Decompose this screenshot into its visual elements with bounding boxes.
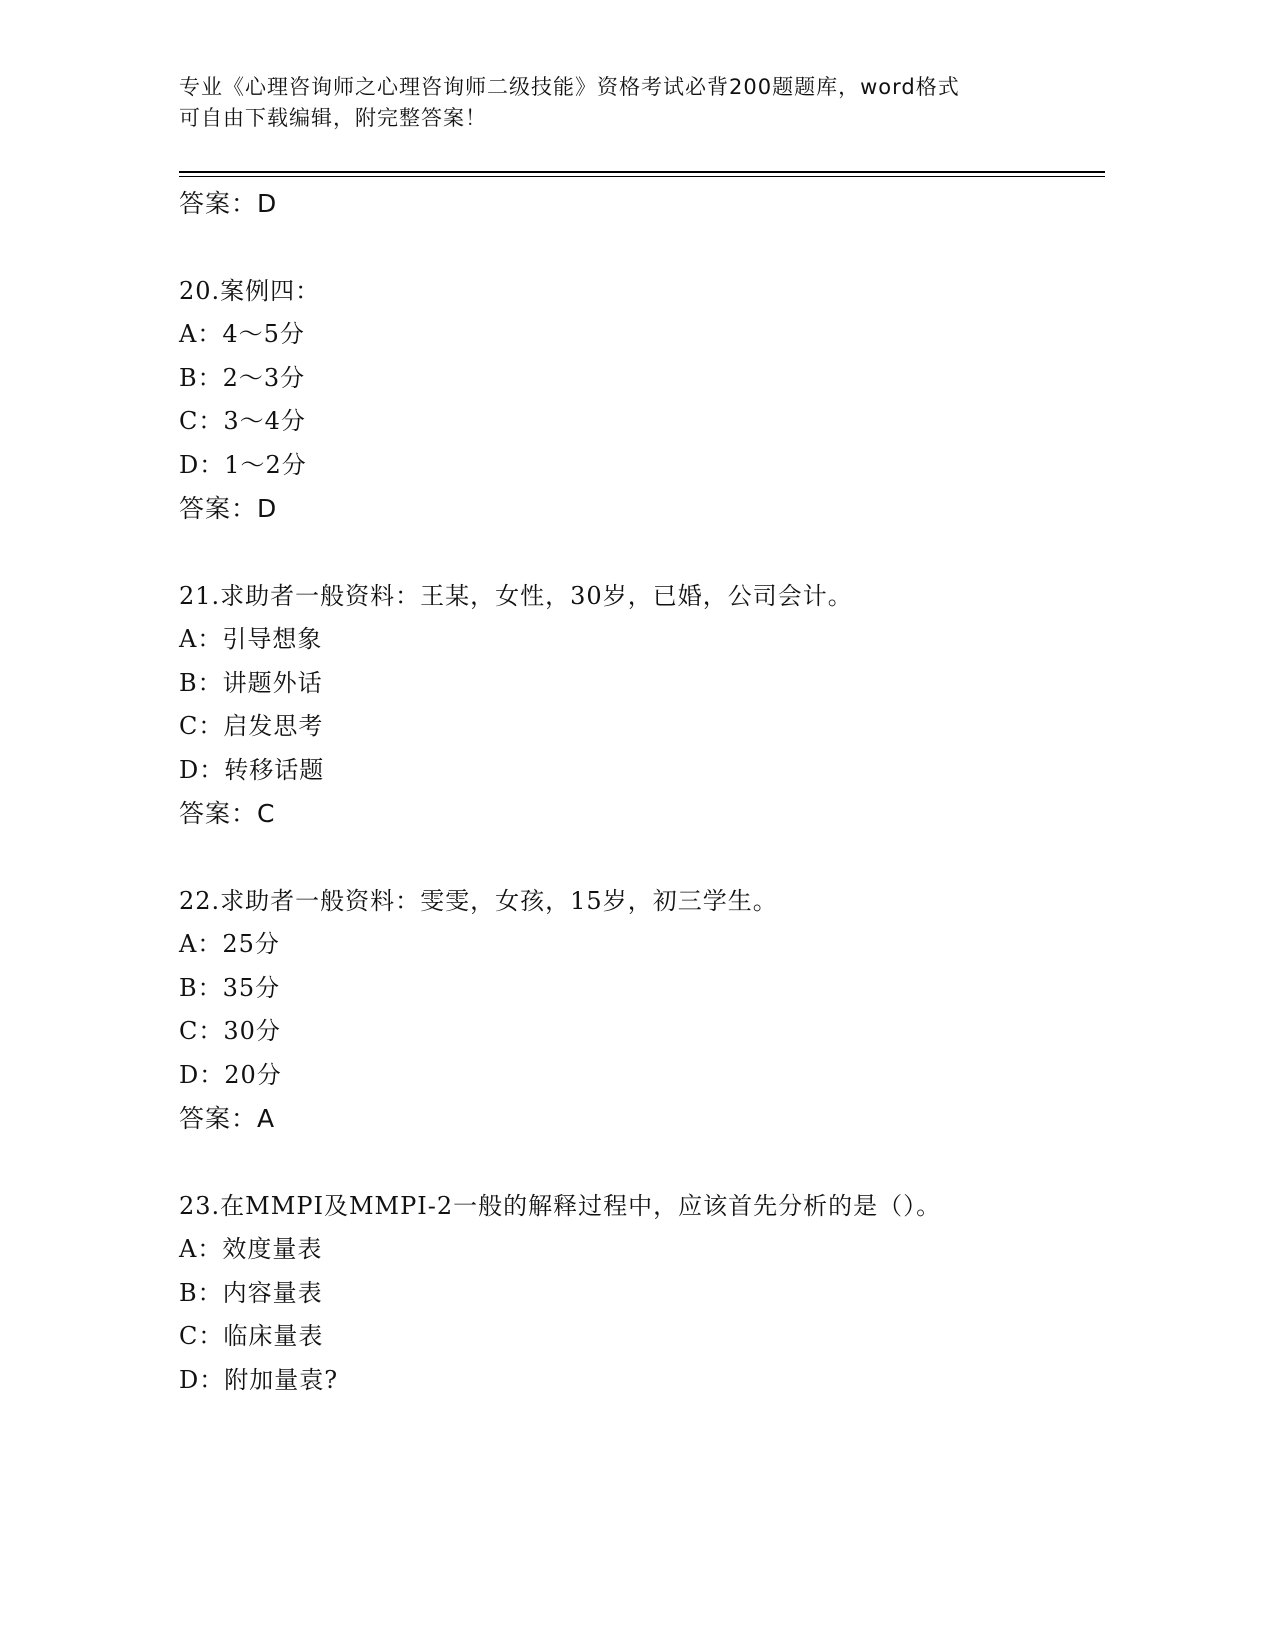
question-list (179, 182, 1105, 1402)
question-20 (179, 270, 1105, 531)
answer-line: 答案：A (179, 1104, 276, 1133)
option-c: C：临床量表 (179, 1322, 324, 1350)
option-c: C：启发思考 (179, 712, 324, 740)
option-b: B：讲题外话 (179, 668, 323, 697)
option-a: A：25分 (179, 930, 280, 958)
header-divider-thick (179, 171, 1105, 173)
question-stem: 22.求助者一般资料：雯雯，女孩，15岁，初三学生。 (179, 886, 778, 915)
option-b: B：35分 (179, 973, 281, 1002)
answer-line: 答案：C (179, 799, 276, 828)
option-a: A：效度量表 (179, 1235, 323, 1263)
question-stem: 20.案例四： (179, 276, 321, 305)
question-stem: 23.在MMPI及MMPI-2一般的解释过程中，应该首先分析的是（）。 (179, 1191, 942, 1220)
question-stem: 21.求助者一般资料：王某，女性，30岁，已婚，公司会计。 (179, 581, 853, 610)
option-d: D：转移话题 (179, 755, 325, 784)
header-line-1: 专业《心理咨询师之心理咨询师二级技能》资格考试必背200题题库，word格式 (179, 75, 960, 99)
option-d: D：1～2分 (179, 450, 307, 479)
question-22 (179, 880, 1105, 1141)
option-a: A：引导想象 (179, 625, 323, 653)
option-d: D：20分 (179, 1060, 282, 1089)
option-b: B：2～3分 (179, 363, 306, 392)
header-line-2: 可自由下载编辑，附完整答案！ (179, 106, 487, 130)
option-c: C：3～4分 (179, 407, 306, 435)
answer-line: 答案：D (179, 189, 278, 218)
question-21 (179, 575, 1105, 836)
option-c: C：30分 (179, 1017, 281, 1045)
header-divider-thin (179, 176, 1105, 177)
answer-line: 答案：D (179, 494, 278, 523)
question-23 (179, 1185, 1105, 1403)
option-a: A：4～5分 (179, 320, 305, 348)
option-b: B：内容量表 (179, 1278, 323, 1307)
document-header (179, 72, 1079, 134)
option-d: D：附加量袁? (179, 1365, 339, 1394)
